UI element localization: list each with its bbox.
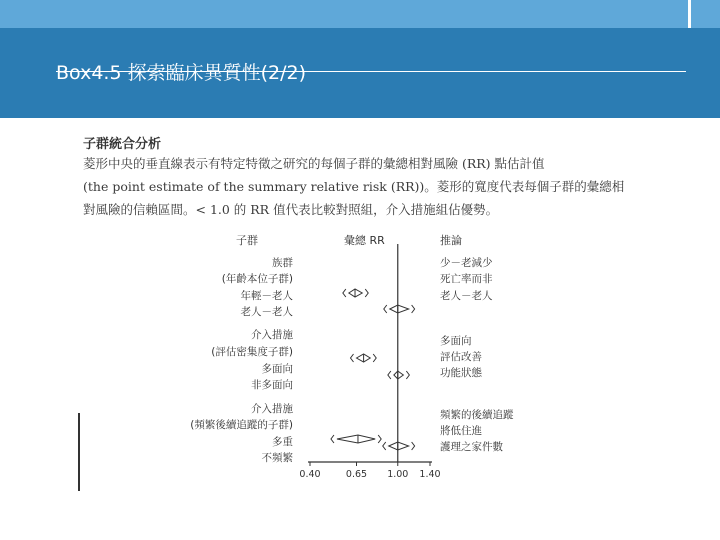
evidence-text: 護理之家件數: [440, 441, 503, 453]
subgroup-label: 多重: [272, 436, 293, 448]
column-header-summary-rr: 彙總 RR: [344, 234, 385, 247]
summary-diamond: [390, 305, 409, 313]
group-sublabel: (頻繁後續追蹤的子群): [190, 419, 293, 431]
x-axis-tick-label: 1.00: [387, 469, 409, 480]
diamond-left-bracket: [351, 354, 354, 362]
subgroup-label: 老人－老人: [240, 306, 293, 318]
x-axis-tick-label: 1.40: [419, 469, 441, 480]
summary-diamond: [394, 371, 403, 379]
diamond-right-bracket: [412, 305, 415, 313]
diamond-left-bracket: [384, 305, 387, 313]
evidence-text: 評估改善: [440, 351, 482, 363]
subgroup-label: 非多面向: [251, 379, 293, 391]
column-header-evidence: 推論: [440, 234, 462, 247]
diamond-left-bracket: [388, 371, 391, 379]
evidence-text: 將低住進: [440, 425, 482, 437]
evidence-text: 多面向: [440, 335, 472, 347]
evidence-text: 老人－老人: [440, 290, 493, 302]
paragraph-line: 菱形中央的垂直線表示有特定特徵之研究的每個子群的彙總相對風險 (RR) 點估計值: [83, 156, 545, 171]
accent-bar-gap: [688, 0, 691, 28]
subgroup-label: 多面向: [261, 363, 293, 375]
slide-title: Box4.5 探索臨床異質性(2/2): [56, 62, 306, 84]
summary-diamond: [349, 289, 362, 297]
section-title: 子群統合分析: [83, 137, 162, 152]
paragraph-line: (the point estimate of the summary relative risk (RR))。菱形的寬度代表每個子群的彙總相: [83, 179, 625, 194]
subgroup-label: 不頻繁: [261, 452, 293, 464]
paragraph-line: 對風險的信賴區間。< 1.0 的 RR 值代表比較對照組，介入措施組佔優勢。: [83, 202, 499, 217]
evidence-text: 頻繁的後續追蹤: [440, 409, 514, 421]
subgroup-label: 年輕－老人: [240, 290, 293, 302]
diamond-left-bracket: [331, 435, 334, 443]
top-accent-bar: [0, 0, 720, 28]
group-sublabel: (評估密集度子群): [211, 346, 293, 358]
group-sublabel: (年齡本位子群): [221, 273, 293, 285]
diamond-left-bracket: [383, 442, 386, 450]
x-axis-tick-label: 0.65: [345, 469, 368, 480]
evidence-text: 功能狀態: [440, 367, 482, 379]
column-header-subgroup: 子群: [236, 234, 258, 247]
evidence-text: 少－老減少: [440, 257, 493, 269]
diamond-right-bracket: [378, 435, 381, 443]
diamond-right-bracket: [406, 371, 409, 379]
group-label: 介入措施: [251, 403, 293, 415]
group-label: 介入措施: [251, 329, 293, 341]
evidence-text: 死亡率而非: [440, 273, 493, 285]
diamond-left-bracket: [343, 289, 346, 297]
diamond-right-bracket: [365, 289, 368, 297]
x-axis-tick-label: 0.40: [299, 469, 321, 480]
diamond-right-bracket: [412, 442, 415, 450]
diamond-right-bracket: [373, 354, 376, 362]
summary-diamond: [389, 442, 409, 450]
group-label: 族群: [272, 257, 293, 269]
forest-plot: [78, 128, 638, 498]
summary-diamond: [337, 435, 375, 443]
scanned-figure: [78, 128, 638, 498]
